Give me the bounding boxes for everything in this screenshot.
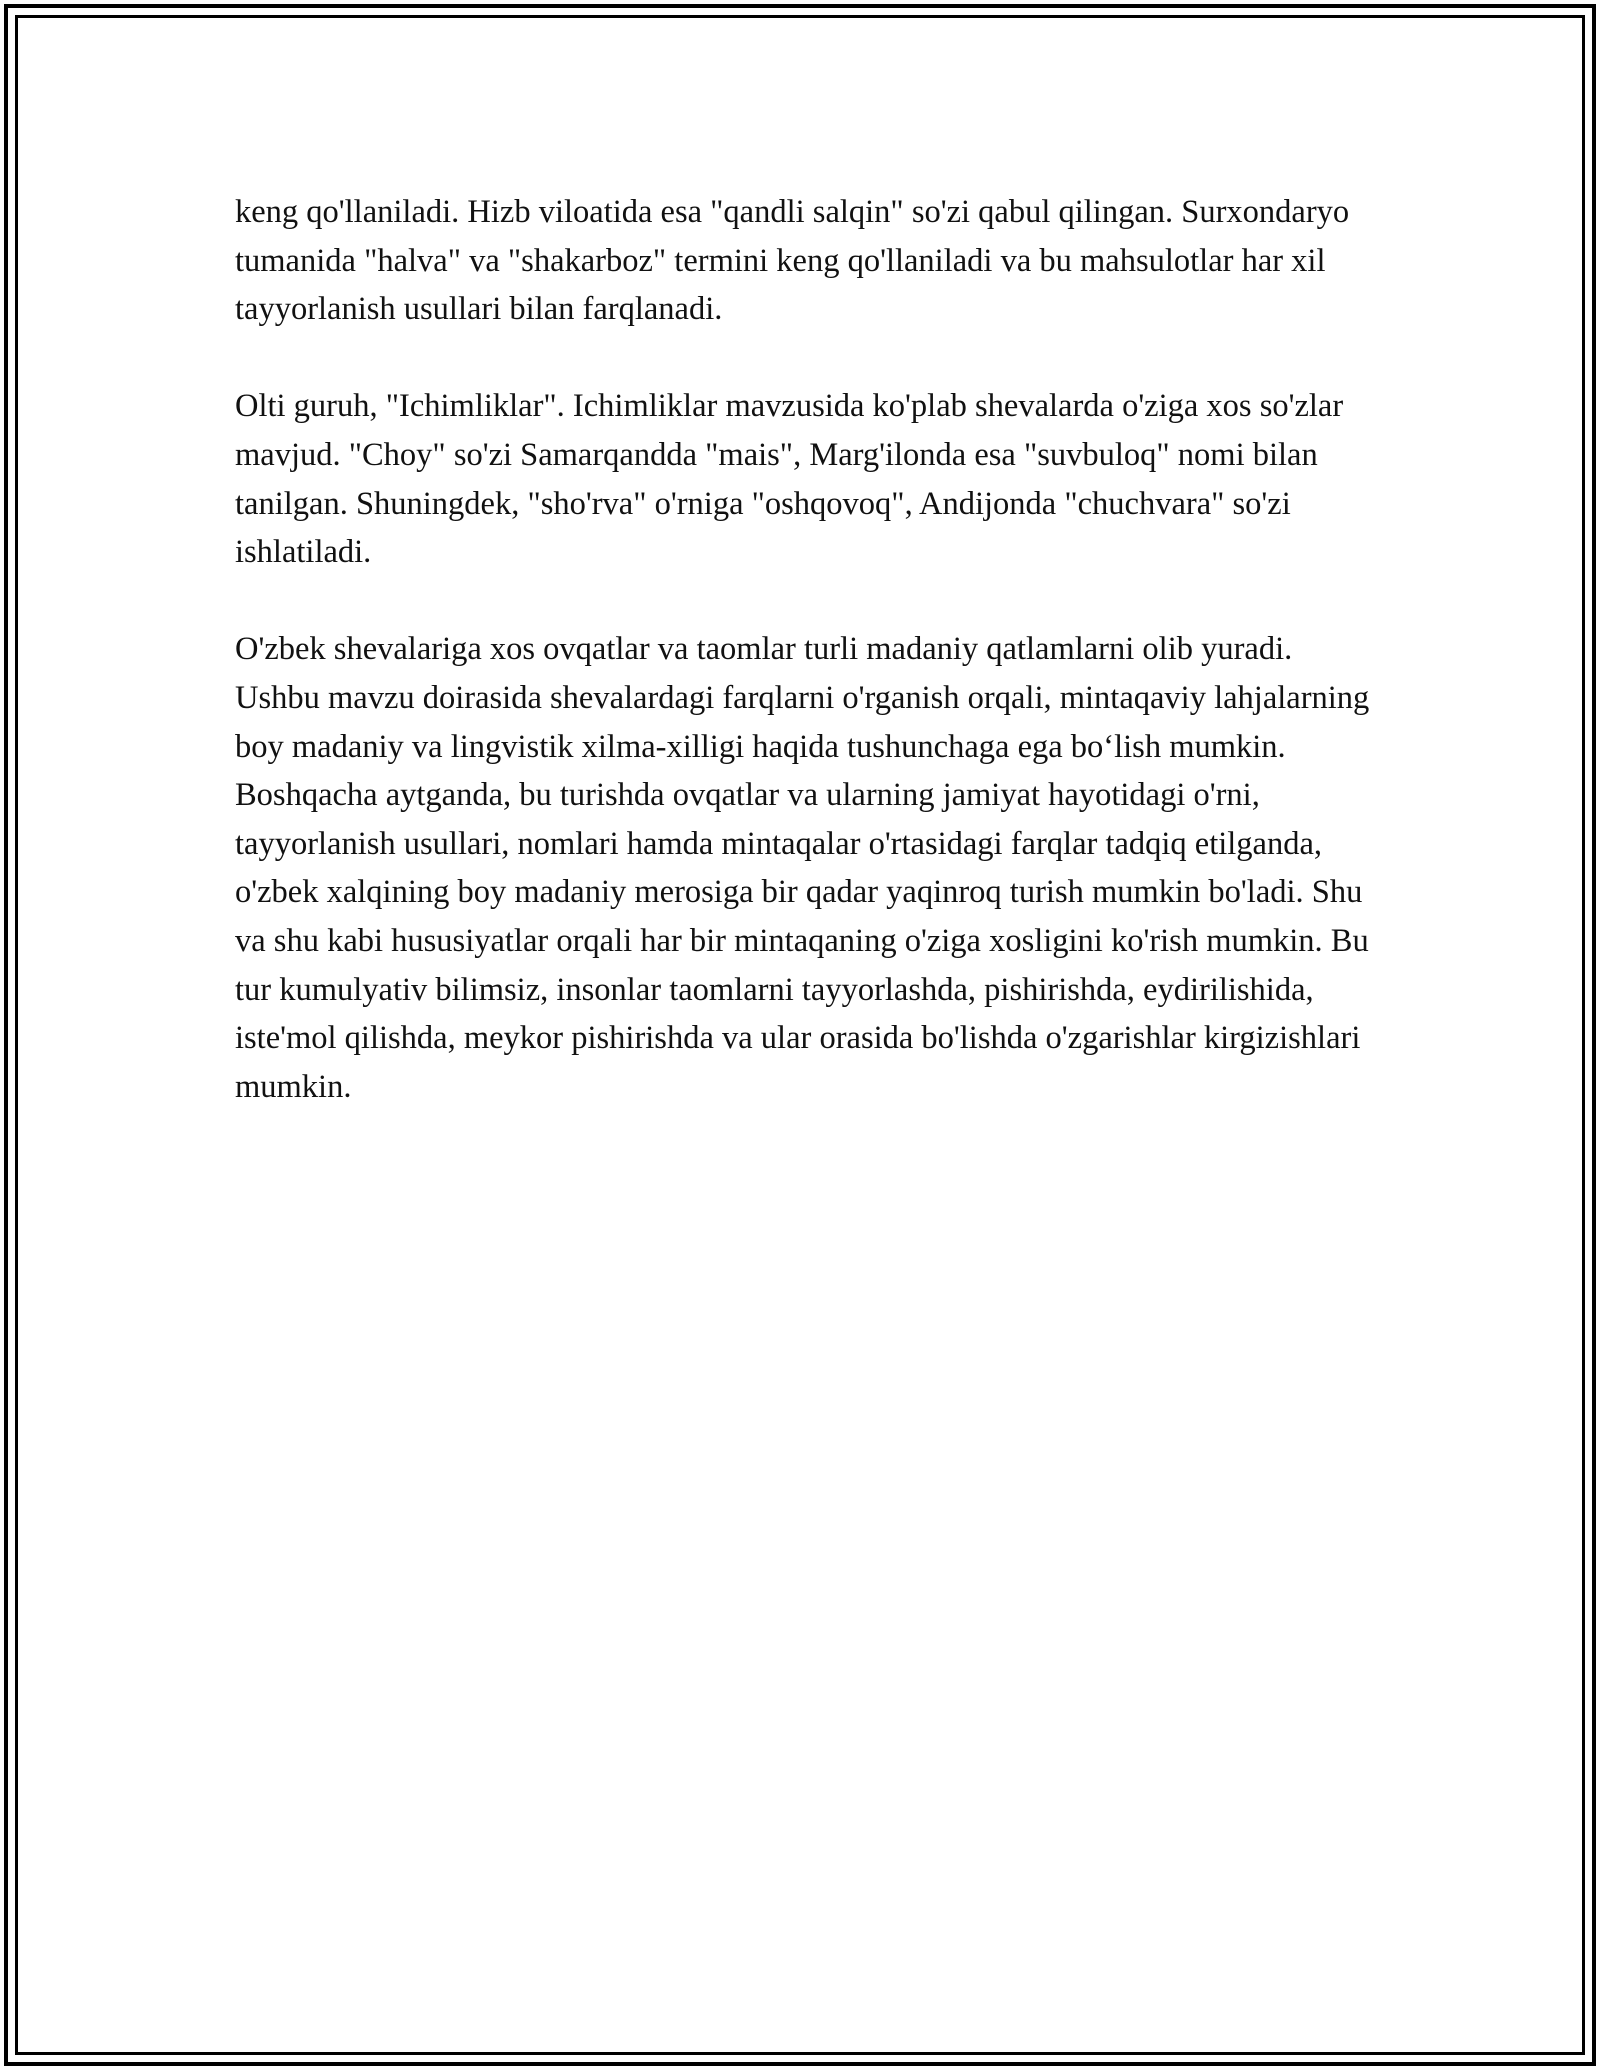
paragraph-conclusion: O'zbek shevalariga xos ovqatlar va taomlar turli madaniy qatlamlarni olib yuradi. Ushbu mavzu doirasida shevalardagi farqlarni o'rganish orqali, mintaqaviy lahjalarning boy madaniy va lingvistik xilma-xilligi haqida tushunchaga ega bo‘lish mumkin. Boshqacha aytganda, bu turishda ovqatlar va ularning jamiyat hayotidagi o'rni, tayyorlanish usullari, nomlari hamda mintaqalar o'rtasidagi farqlar tadqiq etilganda, o'zbek xalqining boy madaniy merosiga bir qadar yaqinroq turish mumkin bo'ladi. Shu va shu kabi hususiyatlar orqali har bir mintaqaning o'ziga xosligini ko'rish mumkin. Bu tur kumulyativ bilimsiz, insonlar taomlarni tayyorlashda, pishirishda, eydirilishida, iste'mol qilishda, meykor pishirishda va ular orasida bo'lishda o'zgarishlar kirgizishlari mumkin. — [235, 631, 1370, 1105]
paragraph-drinks: Olti guruh, "Ichimliklar". Ichimliklar mavzusida ko'plab shevalarda o'ziga xos so'zlar mavjud. "Choy" so'zi Samarqandda "mais", Marg'ilonda esa "suvbuloq" nomi bilan tanilgan. Shuningdek, "sho'rva" o'rniga "oshqovoq", Andijonda "chuchvara" so'zi ishlatiladi. — [235, 388, 1344, 571]
paragraph-sweets-terms: keng qo'llaniladi. Hizb viloatida esa "qandli salqin" so'zi qabul qilingan. Surxondaryo tumanida "halva" va "shakarboz" termini keng qo'llaniladi va bu mahsulotlar har xil tayyorlanish usullari bilan farqlanadi. — [235, 194, 1350, 328]
document-body — [235, 188, 1370, 1160]
